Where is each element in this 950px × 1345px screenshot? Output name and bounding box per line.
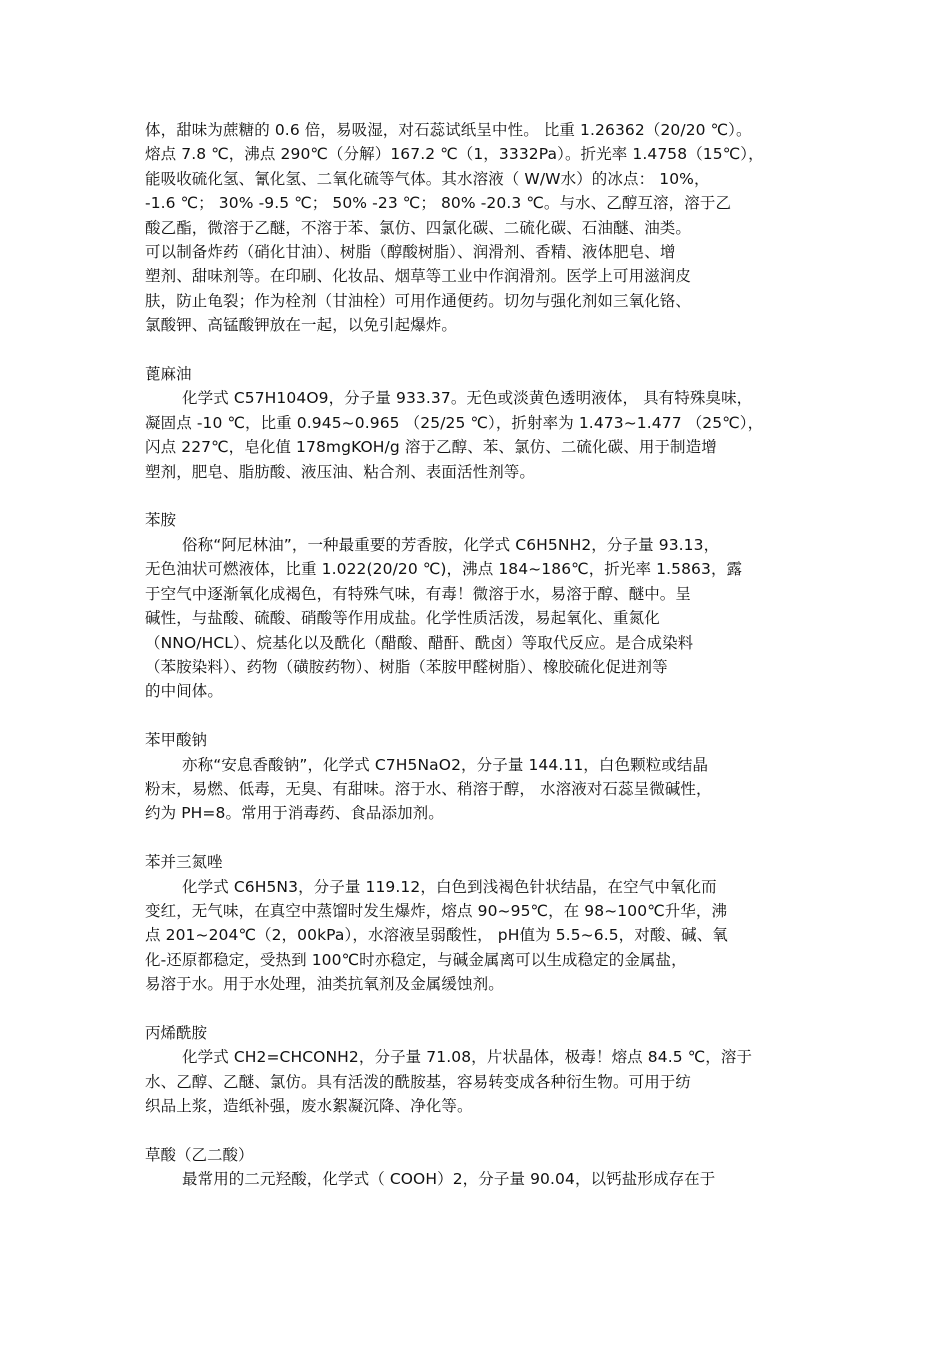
text-line: （苯胺染料）、药物（磺胺药物）、树脂（苯胺甲醛树脂）、橡胶硫化促进剂等 [145,657,668,676]
intro-paragraph [145,118,810,338]
text-line: 于空气中逐渐氧化成褐色，有特殊气味，有毒！微溶于水，易溶于醇、醚中。呈 [145,584,692,603]
section-title: 丙烯酰胺 [145,1023,208,1042]
text-line: （NNO/HCL）、烷基化以及酰化（醋酸、醋酐、酰卤）等取代反应。是合成染料 [145,633,694,652]
text-line: 约为 PH=8。常用于消毒药、食品添加剂。 [145,804,444,823]
section-gap [145,484,810,508]
section-sodium-benzoate [145,728,810,826]
section-gap [145,338,810,362]
section-gap [145,997,810,1021]
section-title: 草酸（乙二酸） [145,1145,254,1164]
text-line: 酸乙酯，微溶于乙醚，不溶于苯、氯仿、四氯化碳、二硫化碳、石油醚、油类。 [145,218,692,237]
section-oxalic-acid [145,1143,810,1192]
text-line: 体，甜味为蔗糖的 0.6 倍，易吸湿，对石蕊试纸呈中性。 比重 1.26362（20/20 ℃）。 [145,121,752,139]
section-acrylamide [145,1021,810,1119]
text-line: 化学式 CH2=CHCONH2，分子量 71.08，片状晶体，极毒！熔点 84.5 ℃，溶于 [182,1048,753,1067]
text-line: 水、乙醇、乙醚、氯仿。具有活泼的酰胺基，容易转变成各种衍生物。可用于纺 [145,1072,692,1091]
document-body [145,118,810,1192]
text-line: 粉末，易燃、低毒，无臭、有甜味。溶于水、稍溶于醇， 水溶液对石蕊呈微碱性， [145,779,712,798]
section-gap [145,1119,810,1143]
text-line: 易溶于水。用于水处理，油类抗氧剂及金属缓蚀剂。 [145,975,504,994]
text-line: 俗称“阿尼林油”，一种最重要的芳香胺，化学式 C6H5NH2，分子量 93.13， [182,535,720,554]
text-line: 凝固点 -10 ℃，比重 0.945~0.965 （25/25 ℃），折射率为 1.473~1.477 （25℃）， [145,413,764,432]
section-castor-oil [145,362,810,484]
text-line: 化学式 C57H104O9，分子量 933.37。无色或淡黄色透明液体， 具有特殊臭味， [182,389,753,408]
text-line: 最常用的二元羟酸，化学式（ COOH）2，分子量 90.04，以钙盐形成存在于 [182,1170,716,1189]
section-gap [145,704,810,728]
section-title: 苯甲酸钠 [145,731,208,750]
text-line: 肤，防止龟裂；作为栓剂（甘油栓）可用作通便药。切勿与强化剂如三氧化铬、 [145,291,692,310]
text-line: 无色油状可燃液体，比重 1.022(20/20 ℃)，沸点 184~186℃，折光率 1.5863，露 [145,560,743,579]
text-line: 的中间体。 [145,682,224,701]
text-line: 碱性，与盐酸、硫酸、硝酸等作用成盐。化学性质活泼，易起氧化、重氮化 [145,609,660,628]
text-line: -1.6 ℃； 30% -9.5 ℃； 50% -23 ℃； 80% -20.3 ℃。与水、乙醇互溶，溶于乙 [145,194,732,213]
text-line: 变红，无气味，在真空中蒸馏时发生爆炸，熔点 90~95℃，在 98~100℃升华，沸 [145,901,728,920]
section-benzotriazole [145,850,810,996]
text-line: 化-还原都稳定，受热到 100℃时亦稳定，与碱金属离可以生成稳定的金属盐， [145,950,687,969]
text-line: 塑剂、甜味剂等。在印刷、化妆品、烟草等工业中作润滑剂。医学上可用滋润皮 [145,267,692,286]
section-gap [145,826,810,850]
text-line: 熔点 7.8 ℃，沸点 290℃（分解）167.2 ℃（1，3332Pa）。折光率 1.4758（15℃）， [145,145,764,164]
text-line: 亦称“安息香酸钠”，化学式 C7H5NaO2，分子量 144.11，白色颗粒或结晶 [182,755,709,774]
text-line: 能吸收硫化氢、氰化氢、二氧化硫等气体。其水溶液（ W/W水）的冰点： 10%， [145,169,710,188]
text-line: 化学式 C6H5N3，分子量 119.12，白色到浅褐色针状结晶，在空气中氧化而 [182,877,717,896]
text-line: 点 201~204℃（2，00kPa），水溶液呈弱酸性， pH值为 5.5~6.5，对酸、碱、氧 [145,926,728,945]
text-line: 闪点 227℃，皂化值 178mgKOH/g 溶于乙醇、苯、氯仿、二硫化碳、用于制造增 [145,438,717,457]
text-line: 织品上浆，造纸补强，废水絮凝沉降、净化等。 [145,1097,473,1116]
section-title: 蓖麻油 [145,365,192,384]
section-title: 苯胺 [145,511,177,530]
section-aniline [145,508,810,703]
text-line: 可以制备炸药（硝化甘油）、树脂（醇酸树脂）、润滑剂、香精、液体肥皂、增 [145,243,676,262]
section-title: 苯并三氮唑 [145,853,223,872]
text-line: 塑剂，肥皂、脂肪酸、液压油、粘合剂、表面活性剂等。 [145,462,536,481]
text-line: 氯酸钾、高锰酸钾放在一起，以免引起爆炸。 [145,316,458,335]
